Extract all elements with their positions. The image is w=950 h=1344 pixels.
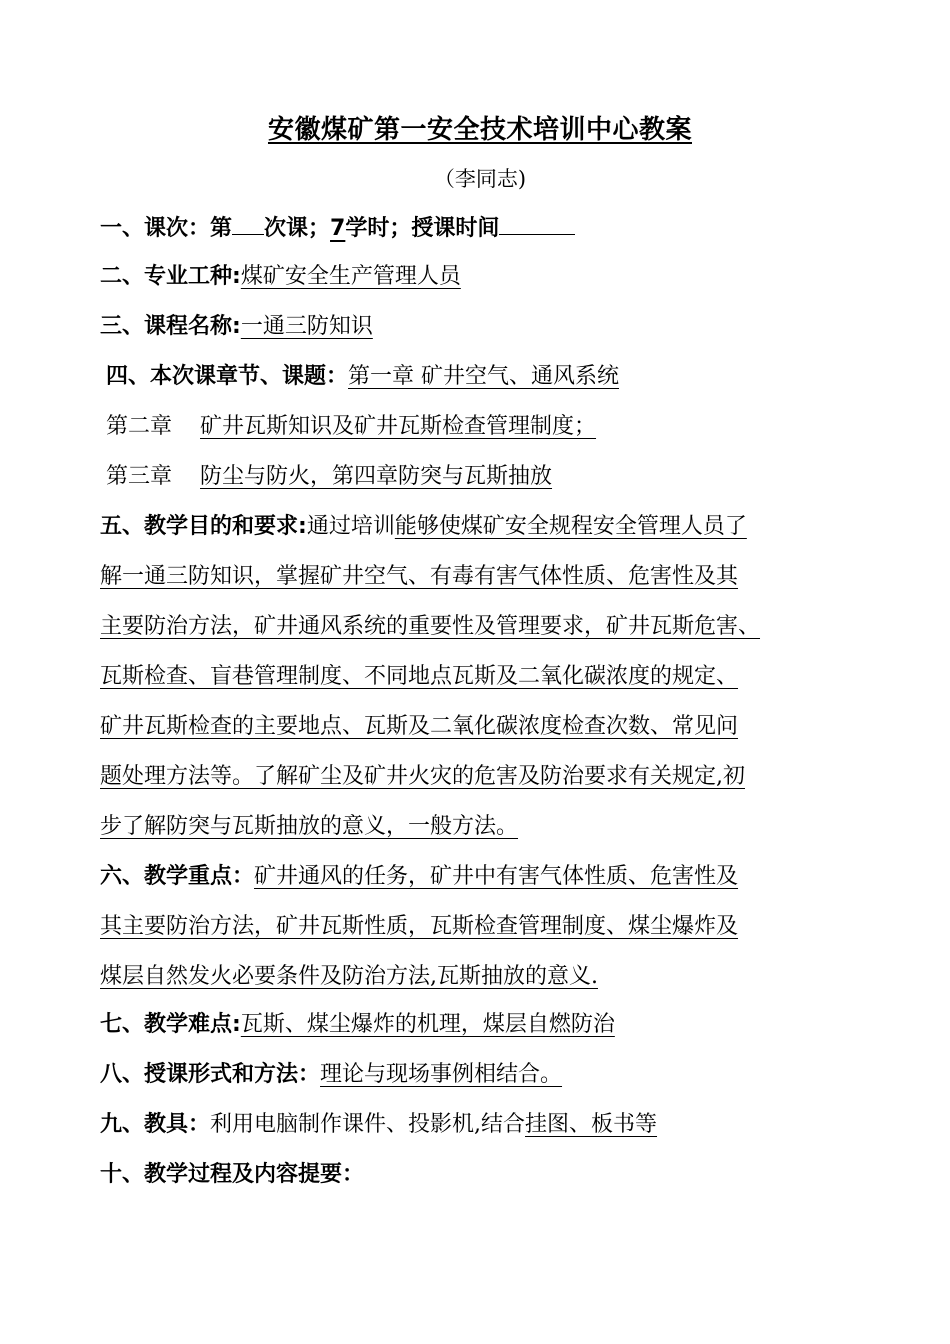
item-5-lead: 通过培训 <box>306 514 395 539</box>
item-1-lesson-info <box>100 212 575 244</box>
item-3-value: 一通三防知识 <box>240 314 373 339</box>
item-6-key-points <box>100 852 890 1002</box>
item-5-row: 步了解防突与瓦斯抽放的意义，一般方法。 <box>100 814 519 839</box>
item-8-teaching-method <box>100 1060 562 1090</box>
item-2-value: 煤矿安全生产管理人员 <box>240 264 461 289</box>
item-5-label: 五、教学目的和要求: <box>100 514 307 539</box>
item-6-row: 其主要防治方法，矿井瓦斯性质，瓦斯检查管理制度、煤尘爆炸及 <box>100 914 739 939</box>
item-2-profession <box>100 262 461 292</box>
item-5-row: 主要防治方法，矿井通风系统的重要性及管理要求，矿井瓦斯危害、 <box>100 614 761 639</box>
item-1-lesson-suffix: 次课； <box>264 216 331 241</box>
item-7-value: 瓦斯、煤尘爆炸的机理，煤层自燃防治 <box>240 1012 615 1037</box>
chapter-2-value: 矿井瓦斯知识及矿井瓦斯检查管理制度； <box>200 414 597 439</box>
chapter-3-line <box>106 462 552 492</box>
item-4-value: 第一章 矿井空气、通风系统 <box>348 364 620 389</box>
item-5-row: 矿井瓦斯检查的主要地点、瓦斯及二氧化碳浓度检查次数、常见问 <box>100 714 739 739</box>
item-10-label: 十、教学过程及内容提要： <box>100 1162 365 1187</box>
item-10-process <box>100 1160 364 1190</box>
item-4-chapters <box>106 362 619 392</box>
item-8-value: 理论与现场事例相结合。 <box>320 1062 563 1087</box>
chapter-3-value: 防尘与防火，第四章防突与瓦斯抽放 <box>200 464 553 489</box>
class-hours-value: 7 <box>330 216 346 241</box>
item-4-label: 四、本次课章节、课题： <box>106 364 349 389</box>
item-5-row: 能够使煤矿安全规程安全管理人员了 <box>394 514 747 539</box>
item-7-difficulties <box>100 1010 615 1040</box>
item-3-course-name <box>100 312 373 342</box>
item-6-label: 六、教学重点： <box>100 864 255 889</box>
chapter-2-label: 第二章 <box>106 414 173 439</box>
lesson-number-blank <box>232 212 264 235</box>
item-9-plain: 利用电脑制作课件、投影机,结合 <box>210 1112 526 1137</box>
item-2-label: 二、专业工种: <box>100 264 241 289</box>
item-3-label: 三、课程名称: <box>100 314 241 339</box>
document-title: 安徽煤矿第一安全技术培训中心教案 <box>267 115 692 145</box>
teaching-time-blank <box>499 212 575 235</box>
item-5-objectives <box>100 502 890 852</box>
item-5-row: 题处理方法等。了解矿尘及矿井火灾的危害及防治要求有关规定,初 <box>100 764 745 789</box>
item-8-label: 八、授课形式和方法： <box>100 1062 321 1087</box>
item-7-label: 七、教学难点: <box>100 1012 241 1037</box>
item-5-row: 瓦斯检查、盲巷管理制度、不同地点瓦斯及二氧化碳浓度的规定、 <box>100 664 739 689</box>
item-9-value: 挂图、板书等 <box>525 1112 658 1137</box>
document-author: （李同志) <box>433 167 527 191</box>
chapter-2-line <box>106 412 596 442</box>
item-1-hours-suffix: 学时；授课时间 <box>345 216 500 241</box>
item-9-label: 九、教具： <box>100 1112 211 1137</box>
item-5-row: 解一通三防知识，掌握矿井空气、有毒有害气体性质、危害性及其 <box>100 564 739 589</box>
chapter-3-label: 第三章 <box>106 464 173 489</box>
item-6-row: 煤层自然发火必要条件及防治方法,瓦斯抽放的意义. <box>100 964 598 989</box>
item-9-teaching-aids <box>100 1110 657 1140</box>
item-1-label: 一、课次：第 <box>100 216 233 241</box>
item-6-row: 矿井通风的任务，矿井中有害气体性质、危害性及 <box>254 864 739 889</box>
